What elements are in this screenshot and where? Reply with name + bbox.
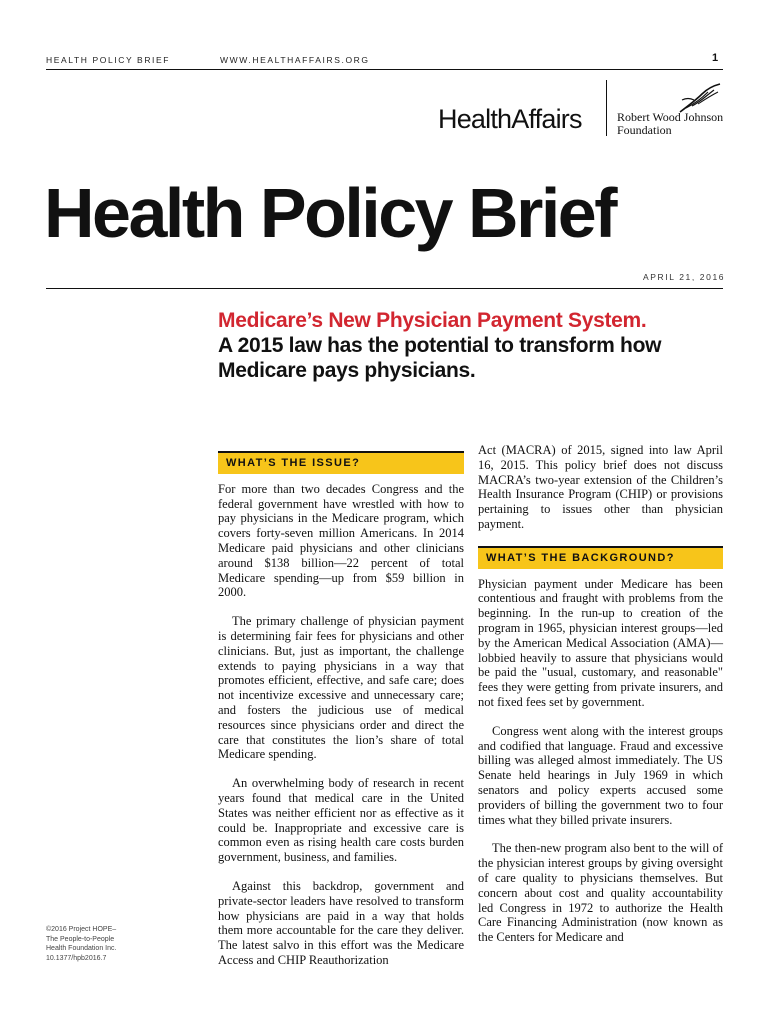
issue-paragraph-2: The primary challenge of physician payment is determining fair fees for physicians and other clinicians. But, just as important, the challenge extends to paying physicians in a way that promotes efficient, effective, and safe care; does not incentivize excessive and unnecessary care; and fosters the judicious use of medical resources since physicians order and direct the care that constitutes the lion’s share of total Medicare spending. xyxy=(218,614,464,762)
header-rule xyxy=(46,69,723,70)
issue-paragraph-4: Against this backdrop, government and private-sector leaders have resolved to transform how physicians are paid in a way that holds them more accountable for the care they deliver. The latest salvo in this effort was the Medicare Access and CHIP Reauthorization xyxy=(218,878,464,967)
section-head-issue: WHAT’S THE ISSUE? xyxy=(218,451,464,474)
copyright-line-1: ©2016 Project HOPE– xyxy=(46,926,117,933)
section-head-background: WHAT’S THE BACKGROUND? xyxy=(478,546,723,569)
logo-divider xyxy=(606,80,607,136)
copyright-note xyxy=(46,925,116,963)
issue-paragraph-1: For more than two decades Congress and the federal government have wrestled with how to pay physicians in the Medicare program, which covers forty-seven million Americans. In 2014 Medicare paid physicians and other clinicians around $138 billion—22 percent of total Medicare spending—up from $59 billion in 2000. xyxy=(218,481,464,600)
doi: 10.1377/hpb2016.7 xyxy=(46,954,107,962)
background-paragraph-3: The then-new program also bent to the will of the physician interest groups by giving oversight of care quality to physicians themselves. But concern about cost and quality accountability led Congress in 1972 to authorize the Health Care Financing Administration (now known as the Centers for Medicare and xyxy=(478,841,723,945)
copyright-line-2: The People-to-People xyxy=(46,935,115,943)
issue-paragraph-3: An overwhelming body of research in recent years found that medical care in the United States was neither efficient nor as effective as it could be. Inappropriate and excessive care is common even as rising health care costs burden government, business, and families. xyxy=(218,776,464,865)
headline xyxy=(218,308,718,383)
rwj-logo-text xyxy=(617,111,723,137)
running-header-title: HEALTH POLICY BRIEF xyxy=(46,55,171,65)
rwj-line-2: Foundation xyxy=(617,123,672,137)
rwj-line-1: Robert Wood Johnson xyxy=(617,110,724,124)
column-left xyxy=(218,451,464,982)
rwj-bird-icon xyxy=(676,82,722,114)
health-affairs-logo: HealthAffairs xyxy=(438,104,582,134)
running-header-url[interactable]: WWW.HEALTHAFFAIRS.ORG xyxy=(220,55,370,65)
headline-black: A 2015 law has the potential to transform how Medicare pays physicians. xyxy=(218,334,662,382)
background-paragraph-1: Physician payment under Medicare has been contentious and fraught with problems from the beginning. In the run-up to creation of the program in 1965, physician interest groups—led by the American Medical Association (AMA)—lobbied heavily to assure that physicians would be paid the "usual, customary, and reasonable" fees they were getting from private insurers, and not fixed fees set by government. xyxy=(478,576,723,709)
page-title: Health Policy Brief xyxy=(44,174,616,252)
background-paragraph-2: Congress went along with the interest groups and codified that language. Fraud and excessive billing was alleged almost immediately. The US Senate held hearings in July 1969 in which senators and policy experts accused some providers of billing the government two to four times what they billed private insurers. xyxy=(478,723,723,827)
publication-date: APRIL 21, 2016 xyxy=(643,272,726,282)
title-rule xyxy=(46,288,723,289)
page-number: 1 xyxy=(712,52,719,64)
issue-continued: Act (MACRA) of 2015, signed into law April 16, 2015. This policy brief does not discuss MACRA’s two-year extension of the Children’s Health Insurance Program (CHIP) or provisions pertaining to issues other than physician payment. xyxy=(478,443,723,531)
column-right xyxy=(478,443,723,959)
headline-red: Medicare’s New Physician Payment System. xyxy=(218,309,647,332)
copyright-line-3: Health Foundation Inc. xyxy=(46,945,117,952)
